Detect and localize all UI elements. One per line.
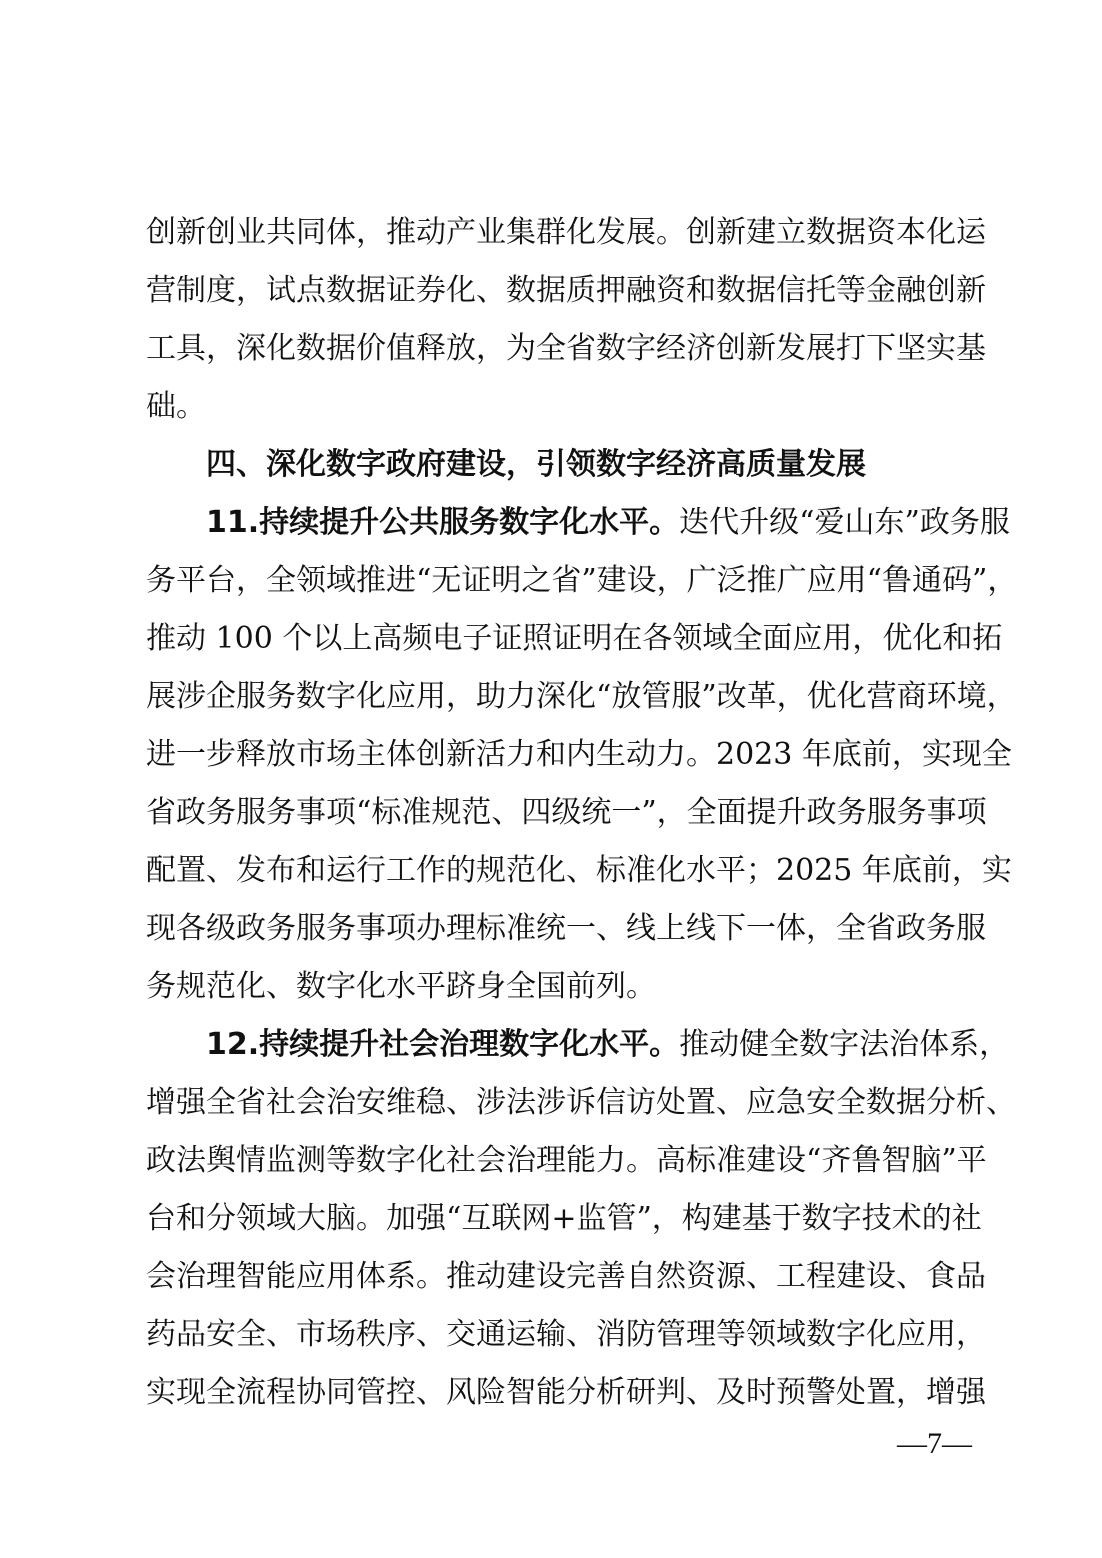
paragraph-line: 政法舆情监测等数字化社会治理能力。高标准建设“齐鲁智脑”平: [146, 1143, 987, 1178]
paragraph-line: 务规范化、数字化水平跻身全国前列。: [146, 969, 656, 1004]
paragraph-line: 务平台，全领域推进“无证明之省”建设，广泛推广应用“鲁通码”，: [146, 563, 1018, 598]
item-11-first-text: 迭代升级“爱山东”政务服: [679, 505, 1010, 540]
paragraph-line: 进一步释放市场主体创新活力和内生动力。2023 年底前，实现全: [146, 737, 1012, 772]
paragraph-line: 增强全省社会治安维稳、涉法涉诉信访处置、应急安全数据分析、: [146, 1085, 1016, 1120]
paragraph-line: 创新创业共同体，推动产业集群化发展。创新建立数据资本化运: [146, 215, 986, 250]
paragraph-line: 展涉企服务数字化应用，助力深化“放管服”改革，优化营商环境，: [146, 679, 1017, 714]
item-12-first-text: 推动健全数字法治体系，: [679, 1027, 1010, 1062]
paragraph-line: 药品安全、市场秩序、交通运输、消防管理等领域数字化应用，: [146, 1317, 986, 1352]
paragraph-line: 础。: [146, 389, 206, 424]
item-11-title: 11.持续提升公共服务数字化水平。: [206, 505, 680, 540]
paragraph-line: 台和分领域大脑。加强“互联网+监管”，构建基于数字技术的社: [146, 1201, 982, 1236]
paragraph-line: 现各级政务服务事项办理标准统一、线上线下一体，全省政务服: [146, 911, 986, 946]
paragraph-line: 会治理智能应用体系。推动建设完善自然资源、工程建设、食品: [146, 1259, 986, 1294]
paragraph-line: 实现全流程协同管控、风险智能分析研判、及时预警处置，增强: [146, 1375, 986, 1410]
item-12-first-line: [206, 1019, 1010, 1071]
paragraph-line: 配置、发布和运行工作的规范化、标准化水平；2025 年底前，实: [146, 853, 1012, 888]
paragraph-line: 推动 100 个以上高频电子证照证明在各领域全面应用，优化和拓: [146, 621, 1003, 656]
paragraph-line: 工具，深化数据价值释放，为全省数字经济创新发展打下坚实基: [146, 331, 986, 366]
paragraph-line: 省政务服务事项“标准规范、四级统一”，全面提升政务服务事项: [146, 795, 987, 830]
section-heading: 四、深化数字政府建设，引领数字经济高质量发展: [206, 447, 866, 482]
item-12-title: 12.持续提升社会治理数字化水平。: [206, 1027, 680, 1062]
item-11-first-line: [206, 497, 1010, 549]
page-number: —7—: [897, 1427, 972, 1460]
paragraph-line: 营制度，试点数据证券化、数据质押融资和数据信托等金融创新: [146, 273, 986, 308]
